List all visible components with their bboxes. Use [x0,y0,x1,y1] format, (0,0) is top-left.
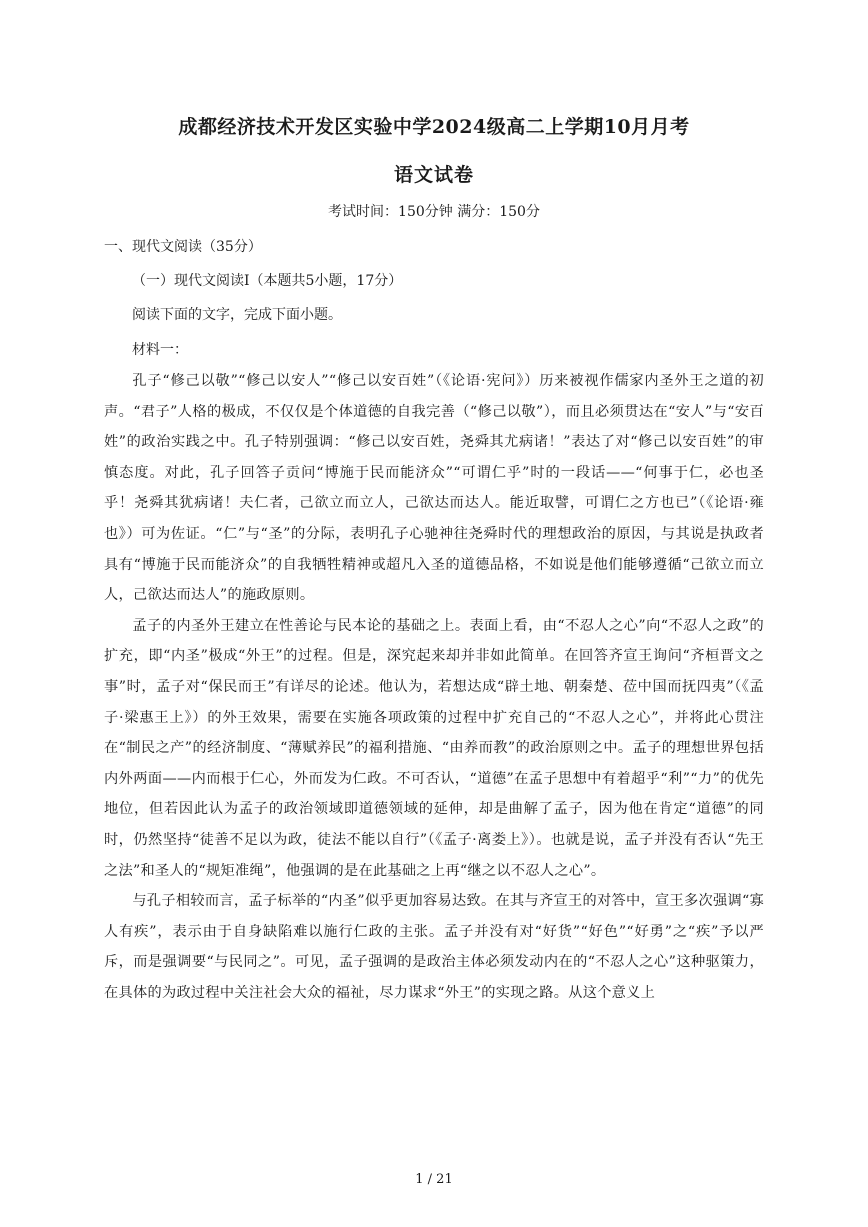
instruction-text: 阅读下面的文字，完成下面小题。 [132,307,342,323]
paragraph-2: 孟子的内圣外王建立在性善论与民本论的基础之上。表面上看，由“不忍人之心”向“不忍人之政”的扩充，即“内圣”极成“外王”的过程。但是，深究起来却并非如此简单。在回答齐宣王询问“齐桓晋文之事”时，孟子对“保民而王”有详尽的论述。他认为，若想达成“辟土地、朝秦楚、莅中国而抚四夷”（《孟子·梁惠王上》）的外王效果，需要在实施各项政策的过程中扩充自己的“不忍人之心”，并将此心贯注在“制民之产”的经济制度、“薄赋养民”的福利措施、“由养而教”的政治原则之中。孟子的理想世界包括内外两面——内而根于仁心，外而发为仁政。不可否认，“道德”在孟子思想中有着超乎“利”“力”的优先地位，但若因此认为孟子的政治领域即道德领域的延伸，却是曲解了孟子，因为他在肯定“道德”的同时，仍然坚持“徒善不足以为政，徒法不能以自行”（《孟子·离娄上》）。也就是说，孟子并没有否认“先王之法”和圣人的“规矩准绳”，他强调的是在此基础之上再“继之以不忍人之心”。 [104,617,764,879]
material-label: 材料一： [132,342,188,358]
exam-title: 成都经济技术开发区实验中学2024级高二上学期10月月考 [178,116,690,138]
paragraph-1: 孔子“修己以敬”“修己以安人”“修己以安百姓”（《论语·宪问》）历来被视作儒家内圣外王之道的初声。“君子”人格的极成，不仅仅是个体道德的自我完善（“修己以敬”），而且必须贯达在“安人”与“安百姓”的政治实践之中。孔子特别强调：“修己以安百姓，尧舜其尤病诸！”表达了对“修己以安百姓”的审慎态度。对此，孔子回答子贡问“博施于民而能济众”“可谓仁乎”时的一段话——“何事于仁，必也圣乎！尧舜其犹病诸！夫仁者，己欲立而立人，己欲达而达人。能近取譬，可谓仁之方也已”（《论语·雍也》）可为佐证。“仁”与“圣”的分际，表明孔子心驰神往尧舜时代的理想政治的原因，与其说是执政者具有“博施于民而能济众”的自我牺牲精神或超凡入圣的道德品格，不如说是他们能够遵循“己欲立而立人，己欲达而达人”的施政原则。 [104,373,764,604]
paragraph-3: 与孔子相较而言，孟子标举的“内圣”似乎更加容易达致。在其与齐宣王的对答中，宣王多次强调“寡人有疾”，表示由于自身缺陷难以施行仁政的主张。孟子并没有对“好货”“好色”“好勇”之“疾”予以严斥，而是强调要“与民同之”。可见，孟子强调的是政治主体必须发动内在的“不忍人之心”这种驱策力，在具体的为政过程中关注社会大众的福祉，尽力谋求“外王”的实现之路。从这个意义上 [104,893,764,1001]
exam-meta: 考试时间：150分钟 满分：150分 [328,204,540,220]
exam-subtitle: 语文试卷 [393,164,474,186]
sub-section-heading: （一）现代文阅读Ⅰ（本题共5小题，17分） [132,273,403,289]
page-number: 1 / 21 [415,1172,453,1187]
section-heading: 一、现代文阅读（35分） [104,239,262,255]
article-body [104,366,764,1008]
